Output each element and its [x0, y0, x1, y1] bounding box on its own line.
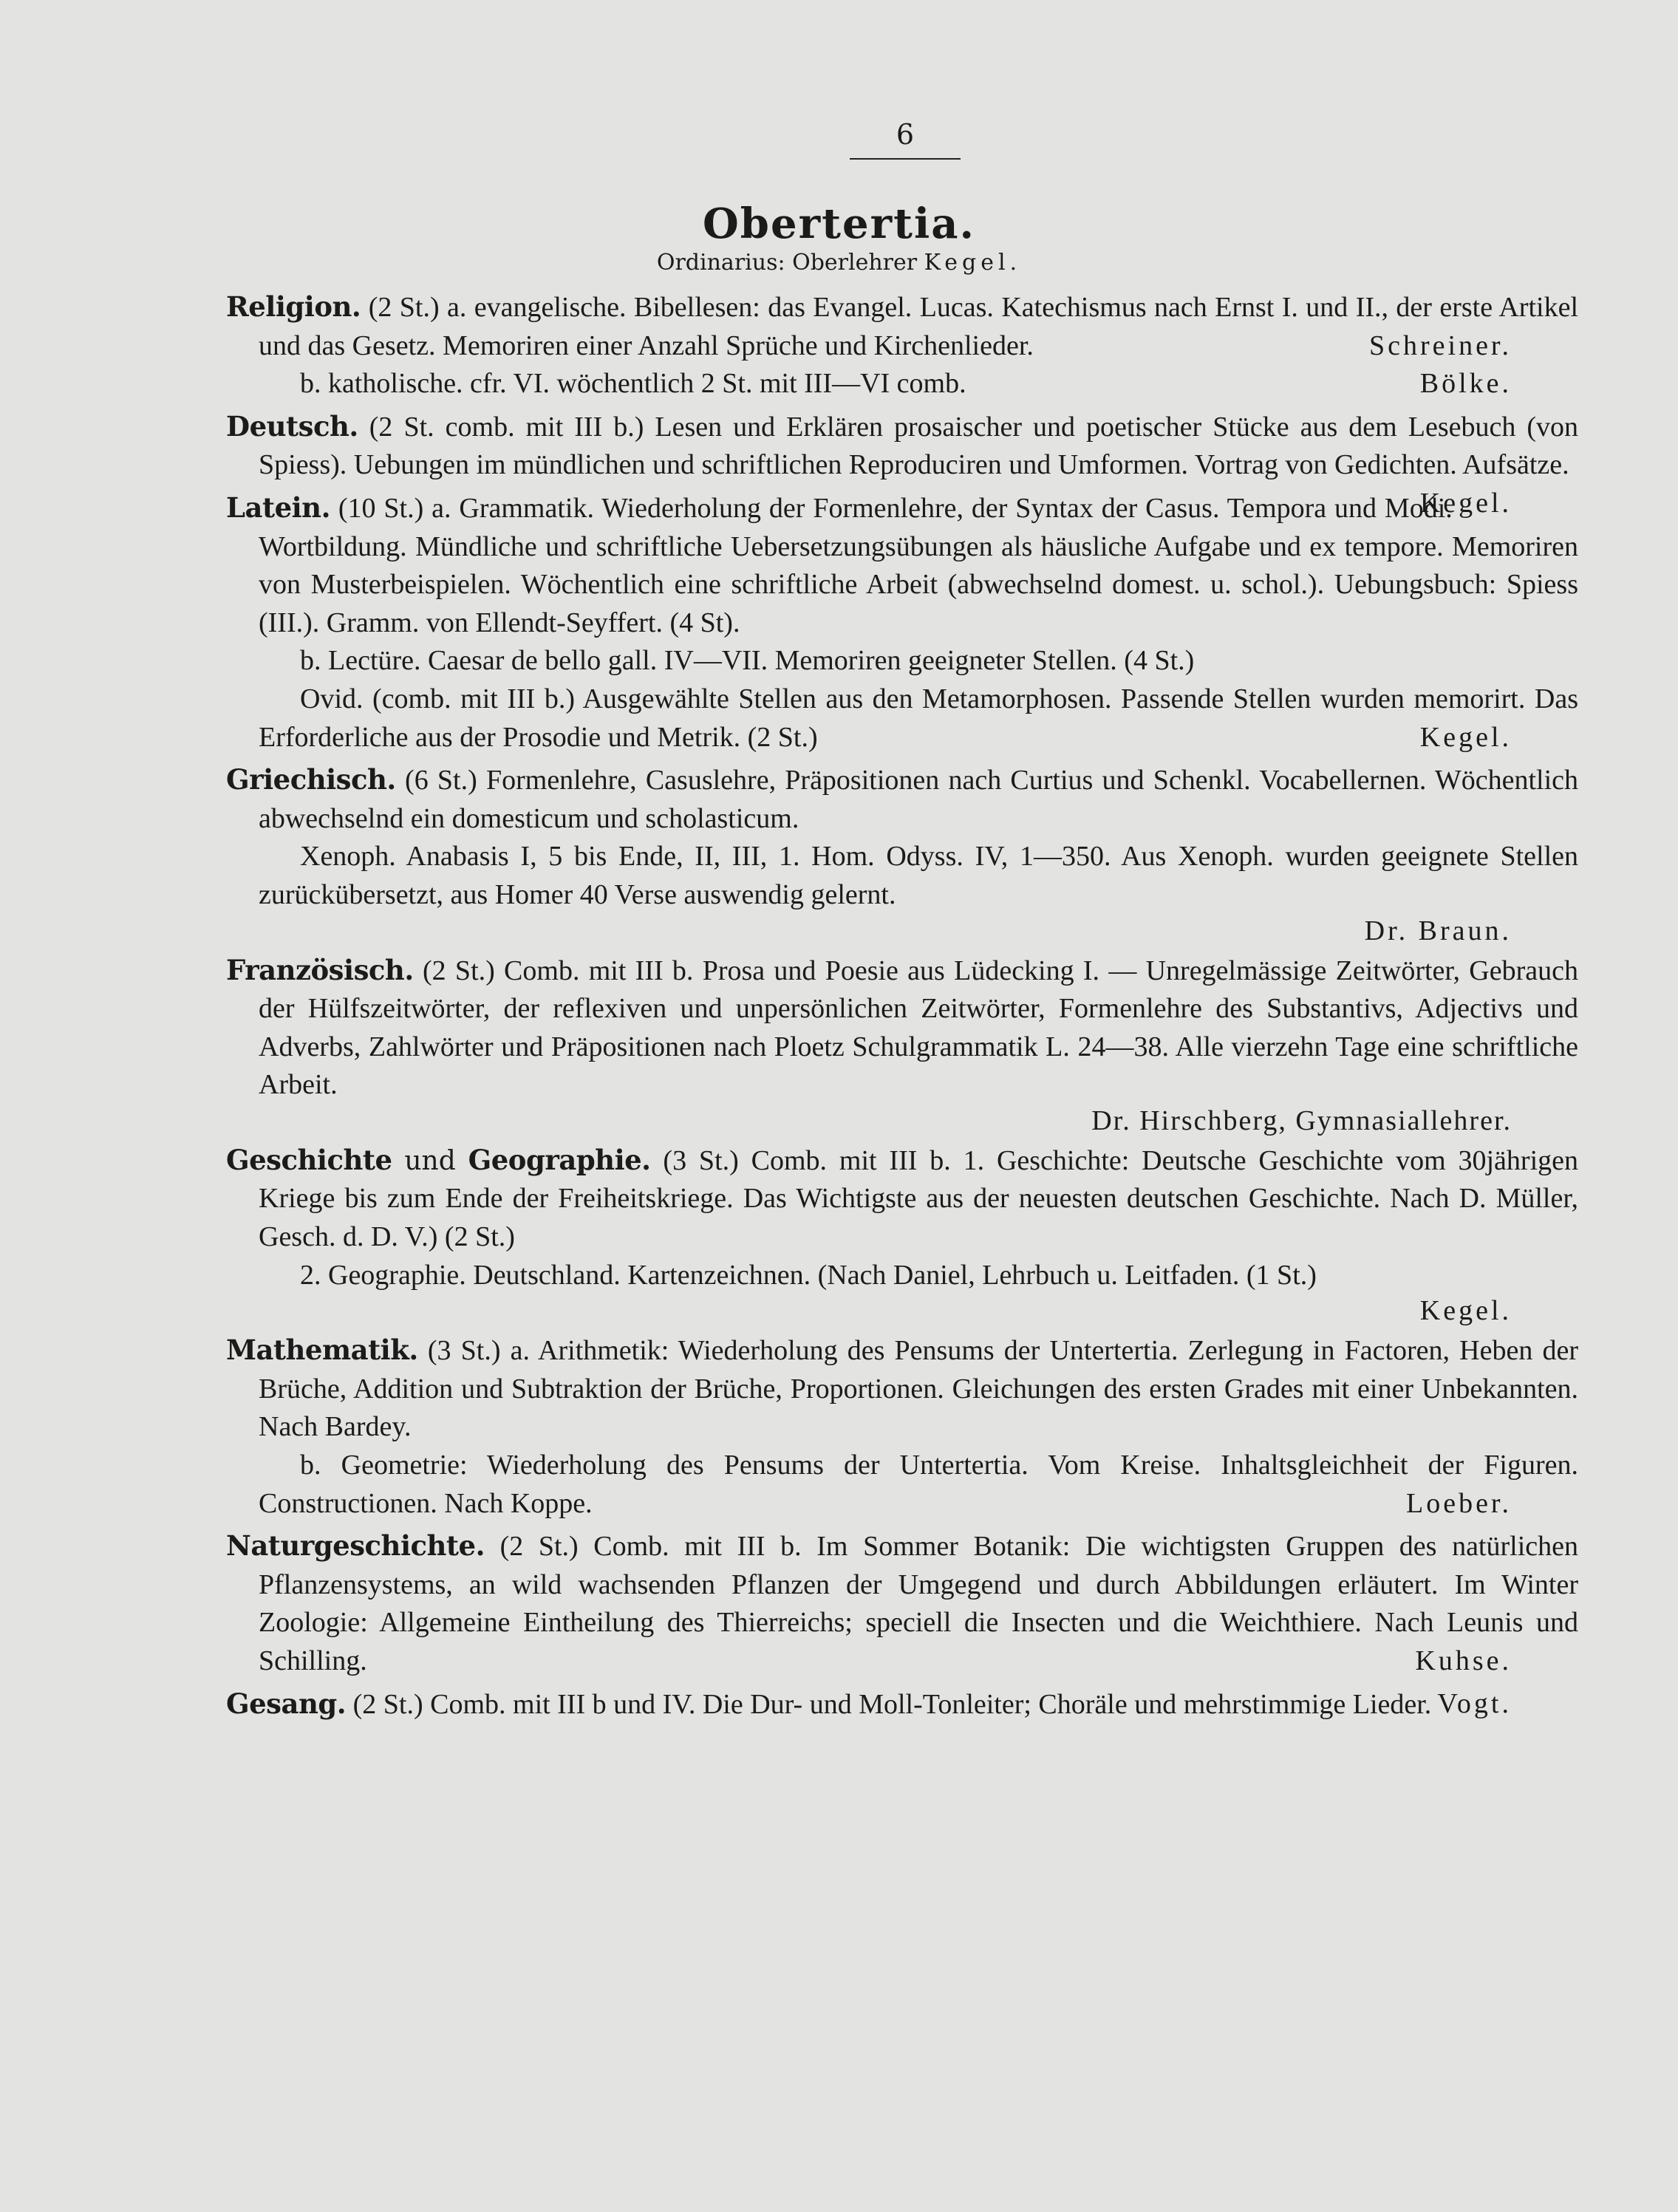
section-text: Xenoph. Anabasis I, 5 bis Ende, II, III, 1. Hom. Odyss. IV, 1—350. Aus Xenoph. wurden geeignete Stellen zurückübersetzt, aus Homer 40 Verse auswendig gelernt.: [259, 841, 1578, 910]
section-text: b. katholische. cfr. VI. wöchentlich 2 St. mit III—VI comb.: [300, 368, 966, 400]
teacher-signature: Dr. Braun.: [1364, 915, 1512, 946]
section-gesang: [226, 1685, 1578, 1724]
teacher-signature: Schreiner.: [1368, 330, 1512, 361]
section-text: (3 St.) Comb. mit III b. 1. Geschichte: Deutsche Geschichte vom 30jährigen Kriege bis zum Ende der Freiheitskriege. Das Wichtigste aus der neuesten deutschen Geschichte. Nach D. Müller, Gesch. d. D. V.) (2 St.): [259, 1144, 1579, 1253]
section-text: (3 St.) a. Arithmetik: Wiederholung des Pensums der Untertertia. Zerlegung in Factoren, Heben der Brüche, Addition und Subtraktion der Brüche, Proportionen. Gleichungen des ersten Grades mit einer Unbekannten. Nach Bardey.: [259, 1335, 1578, 1443]
mathematik-paragraph-a: [226, 1331, 1578, 1447]
subject-heading: Griechisch.: [226, 763, 396, 796]
mathematik-paragraph-b: [226, 1447, 1578, 1523]
geschichte-paragraph-b: [226, 1257, 1578, 1295]
section-text: b. Lectüre. Caesar de bello gall. IV—VII. Memoriren geeigneter Stellen. (4 St.): [300, 645, 1195, 677]
section-text: (2 St.) Comb. mit III b und IV. Die Dur- und Moll-Tonleiter; Choräle und mehrstimmige Lieder.: [352, 1688, 1432, 1720]
section-text: (2 St.) Comb. mit III b. Prosa und Poesie aus Lüdecking I. — Unregelmässige Zeitwörter, Gebrauch der Hülfszeitwörter, der reflexiven und unpersönlichen Zeitwörter, Formenlehre des Substantivs, Adjectivs und Adverbs, Zahlwörter und Präpositionen nach Ploetz Schulgrammatik L. 24—38. Alle vierzehn Tage eine schriftliche Arbeit.: [259, 955, 1579, 1101]
subject-list: [226, 288, 1578, 1724]
section-naturgeschichte: [226, 1527, 1578, 1680]
section-text: (10 St.) a. Grammatik. Wiederholung der Formenlehre, der Syntax der Casus. Tempora und Modi. Wortbildung. Mündliche und schriftliche Uebersetzungsübungen als häusliche Aufgabe und ex tempore. Memoriren von Musterbeispielen. Wöchentlich eine schriftliche Arbeit (abwechselnd domest. u. schol.). Uebungsbuch: Spiess (III.). Gramm. von Ellendt-Seyffert. (4 St).: [259, 492, 1578, 638]
franzoesisch-paragraph: [226, 952, 1578, 1105]
teacher-signature: Vogt.: [1437, 1687, 1512, 1719]
teacher-signature: Loeber.: [1405, 1487, 1512, 1519]
section-franzoesisch: [226, 952, 1578, 1137]
griechisch-paragraph-b: [226, 838, 1578, 914]
latein-paragraph-b: [226, 642, 1578, 680]
subject-heading: Französisch.: [226, 953, 414, 986]
gesang-paragraph: [226, 1685, 1578, 1724]
section-text: 2. Geographie. Deutschland. Kartenzeichnen. (Nach Daniel, Lehrbuch u. Leitfaden. (1 St.): [300, 1259, 1317, 1291]
subject-heading: Mathematik.: [226, 1334, 418, 1367]
religion-paragraph-a: [226, 288, 1578, 365]
section-text: b. Geometrie: Wiederholung des Pensums der Untertertia. Vom Kreise. Inhaltsgleichheit der Figuren. Constructionen. Nach Koppe.: [259, 1450, 1578, 1519]
religion-paragraph-b: [226, 365, 1578, 403]
section-text: Ovid. (comb. mit III b.) Ausgewählte Stellen aus den Metamorphosen. Passende Stellen wurden memorirt. Das Erforderliche aus der Prosodie und Metrik. (2 St.): [259, 683, 1578, 753]
latein-paragraph-a: [226, 489, 1578, 642]
section-text: (2 St.) a. evangelische. Bibellesen: das Evangel. Lucas. Katechismus nach Ernst I. und II., der erste Artikel und das Gesetz. Memoriren einer Anzahl Sprüche und Kirchenlieder.: [259, 292, 1578, 361]
ordinarius-name: Kegel.: [924, 250, 1022, 276]
section-mathematik: [226, 1331, 1578, 1523]
section-religion: [226, 288, 1578, 403]
teacher-signature: Kuhse.: [1415, 1645, 1512, 1676]
teacher-signature: Kegel.: [1419, 721, 1512, 753]
subject-heading: Naturgeschichte.: [226, 1529, 485, 1563]
section-geschichte: [226, 1141, 1578, 1327]
subject-heading: Geschichte: [226, 1143, 392, 1176]
section-text: (2 St.) Comb. mit III b. Im Sommer Botanik: Die wichtigsten Gruppen des natürlichen Pflanzensystems, an wild wachsenden Pflanzen der Umgegend und durch Abbildungen erläutert. Im Winter Zoologie: Allgemeine Eintheilung des Thierreichs; speciell die Insecten und die Weichthiere. Nach Leunis und Schilling.: [259, 1531, 1578, 1676]
teacher-signature: Bölke.: [1419, 368, 1512, 400]
teacher-signature: Kegel.: [1419, 1295, 1512, 1327]
subject-heading: Geographie.: [468, 1143, 651, 1176]
subject-heading: Gesang.: [226, 1687, 347, 1720]
subject-heading: Deutsch.: [226, 409, 358, 443]
subject-heading: Religion.: [226, 290, 361, 323]
section-text: (2 St. comb. mit III b.) Lesen und Erklären prosaischer und poetischer Stücke aus dem Lesebuch (von Spiess). Uebungen im mündlichen und schriftlichen Reproduciren und Umformen. Vortrag von Gedichten. Aufsätze.: [259, 411, 1578, 481]
section-text: (6 St.) Formenlehre, Casuslehre, Präpositionen nach Curtius und Schenkl. Vocabellernen. Wöchentlich abwechselnd ein domesticum und scholasticum.: [259, 765, 1579, 834]
griechisch-paragraph-a: [226, 761, 1578, 838]
page-number: 6: [896, 118, 915, 151]
naturgeschichte-paragraph: [226, 1527, 1578, 1680]
section-latein: [226, 489, 1578, 757]
section-griechisch: [226, 761, 1578, 946]
latein-paragraph-c: [226, 680, 1578, 757]
page-title: Obertertia.: [703, 199, 975, 248]
geschichte-paragraph-a: [226, 1141, 1578, 1257]
page-number-rule: [850, 158, 961, 160]
subject-heading-conjunction: und: [404, 1145, 456, 1176]
subject-heading: Latein.: [226, 491, 330, 524]
ordinarius-label: Ordinarius: Oberlehrer: [656, 250, 918, 276]
teacher-signature: Dr. Hirschberg, Gymnasiallehrer.: [1091, 1105, 1512, 1136]
teacher-signature: Kegel.: [1419, 487, 1512, 519]
ordinarius-line: [0, 250, 1678, 276]
